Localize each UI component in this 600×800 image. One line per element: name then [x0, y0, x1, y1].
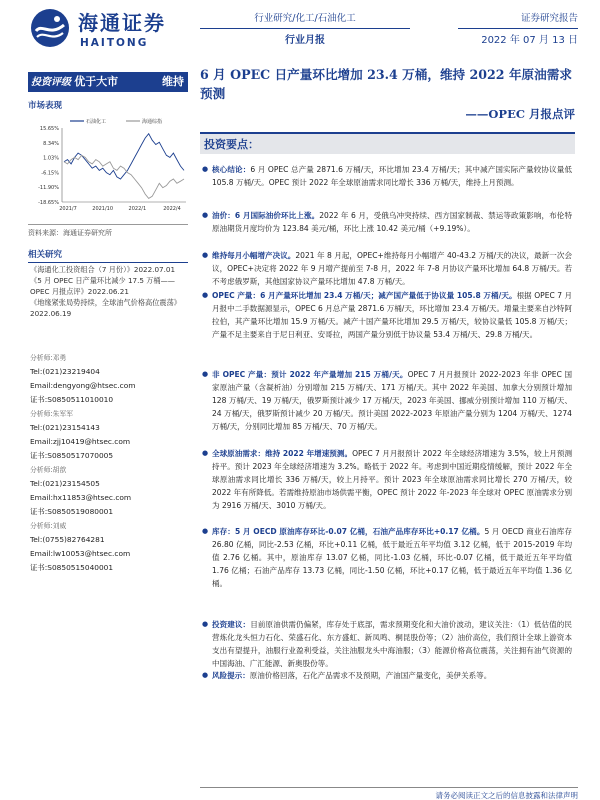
x-tick-label: 2021/7 — [59, 206, 77, 212]
report-kind: 证券研究报告 — [458, 12, 578, 29]
y-tick-label: 15.65% — [39, 126, 59, 132]
bullet-oil-price — [202, 209, 572, 235]
market-performance-chart — [28, 116, 188, 216]
y-tick-label: 8.34% — [43, 140, 59, 147]
bullet-text: 2021 年 8 月起，OPEC+维持每月小幅增产 40-43.2 万桶/天的决议，最新一次会议，OPEC+决定将 2022 年 9 月增产提前至 7-8 月，2022 年 7-8 月协议产量环比增加 64.8 万桶/天。若不考虑俄罗斯，其他国家协议产量环比增加 47.8 万桶/天。 — [212, 251, 572, 287]
rating-bar — [28, 72, 188, 92]
analyst-cert: 证书:S0850511010010 — [30, 395, 114, 404]
chart-source: 资料来源：海通证券研究所 — [28, 224, 188, 239]
investment-highlights-heading: 投资要点： — [200, 132, 575, 154]
related-item[interactable]: 《海通化工投资组合（7 月份）》2022.07.01 — [30, 265, 176, 274]
bullet-investment-advice — [202, 618, 572, 670]
analyst-tel: Tel:(0755)82764281 — [30, 535, 105, 544]
rating-status: 维持 — [162, 75, 184, 88]
analyst-email[interactable]: Email:zjj10419@htsec.com — [30, 437, 131, 446]
report-type: 行业月报 — [285, 35, 325, 46]
analyst-tel: Tel:(021)23219404 — [30, 367, 100, 376]
bullet-heading: OPEC 产量：6 月产量环比增加 23.4 万桶/天；减产国产量低于协议量 105.8 万桶/天。 — [212, 291, 517, 300]
analyst-label: 分析师:朱军军 — [30, 410, 74, 418]
logo-text-en: HAITONG — [80, 37, 149, 49]
x-tick-label: 2022/4 — [163, 206, 181, 212]
footer-disclaimer: 请务必阅读正文之后的信息披露和法律声明 — [200, 787, 578, 800]
rating-value: 优于大市 — [74, 75, 119, 88]
bullet-text: OPEC 7 月月报预计 2022 年全球经济增速为 3.5%，较上月预测持平。预计 2023 年全球经济增速为 3.2%。略低于 2022 年。考虑到中国近期疫情缓解，预计 2022 年全球原油需求同比增长 336 万桶/天，较上月持平。预计 2023 年全球原油需求同比增长 270 万桶/天，较 2022 年有所降低。若需维持原油市场供需平衡，OPEC 预计 2022 年-2023 年全球对 OPEC 原油需求分别为 2916 万桶/天、3010 万桶/天。 — [212, 449, 572, 511]
series-line — [64, 134, 184, 179]
legend-label: 石油化工 — [86, 119, 107, 125]
analyst-cert: 证书:S0850515040001 — [30, 563, 114, 572]
analyst-tel: Tel:(021)23154143 — [30, 423, 100, 432]
bullet-heading: 全球原油需求：维持 2022 年增速预测。 — [212, 449, 353, 458]
analyst-label: 分析师:胡歆 — [30, 466, 67, 474]
bullet-production-resolution — [202, 249, 572, 288]
bullet-inventory — [202, 525, 572, 590]
bullet-core-conclusion — [202, 163, 572, 189]
y-tick-label: -18.65% — [38, 200, 59, 206]
analyst-list — [30, 351, 190, 575]
bullet-heading: 维持每月小幅增产决议。 — [212, 251, 296, 260]
header-center — [200, 12, 410, 49]
analyst-label: 分析师:刘威 — [30, 522, 67, 530]
series-line — [64, 155, 184, 198]
bullet-heading: 非 OPEC 产量：预计 2022 年产量增加 215 万桶/天。 — [212, 370, 408, 379]
report-category: 行业研究/化工/石油化工 — [200, 12, 410, 29]
analyst-email[interactable]: Email:dengyong@htsec.com — [30, 381, 136, 390]
analyst-email[interactable]: Email:lw10053@htsec.com — [30, 549, 131, 558]
y-tick-label: 1.03% — [43, 155, 59, 162]
bullet-text: OPEC 7 月月报预计 2022-2023 年非 OPEC 国家原油产量（含凝析油）分别增加 215 万桶/天、171 万桶/天。其中 2022 年美国、加拿大分别预计增加 128 万桶/天、19 万桶/天，俄罗斯预计减少 17 万桶/天，2023 年美国、挪威分别预计增加 110 万桶/天、24 万桶/天，俄罗斯预计减少 20 万桶/天。预计美国 2022-2023 年原油产量分别为 1204 万桶/天、1274 万桶/天，分别同比增加 85 万桶/天、70 万桶/天。 — [212, 370, 572, 432]
bullet-heading: 风险提示： — [212, 671, 250, 680]
rating-label: 投资评级 — [31, 77, 71, 88]
y-tick-label: -11.90% — [38, 185, 59, 192]
page-header — [0, 0, 600, 58]
bullet-text: 目前原油供需仍偏紧，库存处于底部，需求预期变化和大油价波动，建议关注：（1）低估值的民营炼化龙头恒力石化、荣盛石化、东方盛虹、新凤鸣、桐昆股份等；（2）油价高位，我们预计全球上游资本支出有望提升，油服行业盈利受益，关注油服龙头中海油服；（3）能源价格高位震荡，关注拥有油气资源的中国海油、广汇能源、新奥股份等。 — [212, 620, 572, 669]
legend-label: 海通综指 — [142, 119, 163, 125]
haitong-logo — [28, 6, 178, 50]
analyst-tel: Tel:(021)23154505 — [30, 479, 100, 488]
related-research-label: 相关研究 — [28, 250, 63, 260]
bullet-non-opec-production — [202, 368, 572, 433]
related-divider — [28, 262, 188, 263]
bullet-text: 根据 OPEC 7 月月报中二手数据源显示，OPEC 6 月总产量 2871.6 万桶/天，环比增加 23.4 万桶/天。增量主要来自沙特阿拉伯，其产量环比增加 15.9 万桶/天。减产十国产量环比增加 29.5 万桶/天，较协议量低 105.8 万桶/天；产量不足主要来自于尼日利亚、安哥拉，两国产量分别低于协议量 53.4 万桶/天、29.8 万桶/天。 — [212, 291, 572, 340]
bullet-text: 5 月 OECD 商业石油库存 26.80 亿桶，同比-2.53 亿桶，环比+0.11 亿桶，低于最近五年平均值 3.12 亿桶，低于 2015-2019 年均值 2.76 亿桶。其中，原油库存 13.07 亿桶，同比-1.03 亿桶，环比-0.07 亿桶，低于最近五年平均值 1.76 亿桶；石油产品库存 13.73 亿桶，同比-1.50 亿桶，环比+0.17 亿桶，低于最近五年平均值 1.36 亿桶。 — [212, 527, 572, 589]
bullet-text: 6 月 OPEC 总产量 2871.6 万桶/天，环比增加 23.4 万桶/天；其中减产国实际产量较协议量低 105.8 万桶/天。OPEC 预计 2022 年全球原油需求同比增长 336 万桶/天，维持上月预测。 — [212, 165, 572, 188]
y-tick-label: -6.15% — [41, 170, 59, 177]
related-research-list — [30, 265, 188, 320]
analyst-label: 分析师:邓勇 — [30, 354, 67, 362]
header-right — [458, 12, 578, 49]
logo-text-cn: 海通证券 — [78, 11, 166, 35]
report-title: 6 月 OPEC 日产量环比增加 23.4 万桶，维持 2022 年原油需求预测 — [200, 67, 572, 101]
bullet-heading: 核心结论： — [212, 165, 251, 174]
market-performance-label: 市场表现 — [28, 101, 63, 111]
analyst-cert: 证书:S0850517070005 — [30, 451, 114, 460]
bullet-heading: 投资建议： — [212, 620, 251, 629]
report-date: 2022 年 07 月 13 日 — [481, 35, 578, 46]
report-subtitle: ——OPEC 月报点评 — [465, 107, 575, 121]
bullet-heading: 库存：5 月 OECD 原油库存环比-0.07 亿桶，石油产品库存环比+0.17 亿桶。 — [212, 527, 485, 536]
related-item[interactable]: 《5 月 OPEC 日产量环比减少 17.5 万桶——OPEC 月报点评》2022.06.21 — [30, 276, 175, 296]
bullet-text: 原油价格回落，石化产品需求不及预期，产油国产量变化，美伊关系等。 — [249, 671, 492, 680]
bullet-global-demand — [202, 447, 572, 512]
haitong-emblem-icon — [28, 6, 74, 50]
bullet-opec-production — [202, 289, 572, 341]
x-tick-label: 2022/1 — [128, 206, 147, 212]
x-tick-label: 2021/10 — [92, 206, 114, 212]
analyst-email[interactable]: Email:hx11853@htsec.com — [30, 493, 132, 502]
bullet-text: 2022 年 6 月，受俄乌冲突持续、西方国家制裁、禁运等政策影响，布伦特原油期货月度均价为 123.84 美元/桶，环比上涨 10.42 美元/桶（+9.19%）。 — [212, 211, 572, 234]
related-item[interactable]: 《地缘紧张局势持续，全球油气价格高位震荡》2022.06.19 — [30, 298, 181, 318]
bullet-risk-warning — [202, 669, 572, 682]
analyst-cert: 证书:S0850519080001 — [30, 507, 114, 516]
bullet-heading: 油价：6 月国际油价环比上涨。 — [212, 211, 320, 220]
